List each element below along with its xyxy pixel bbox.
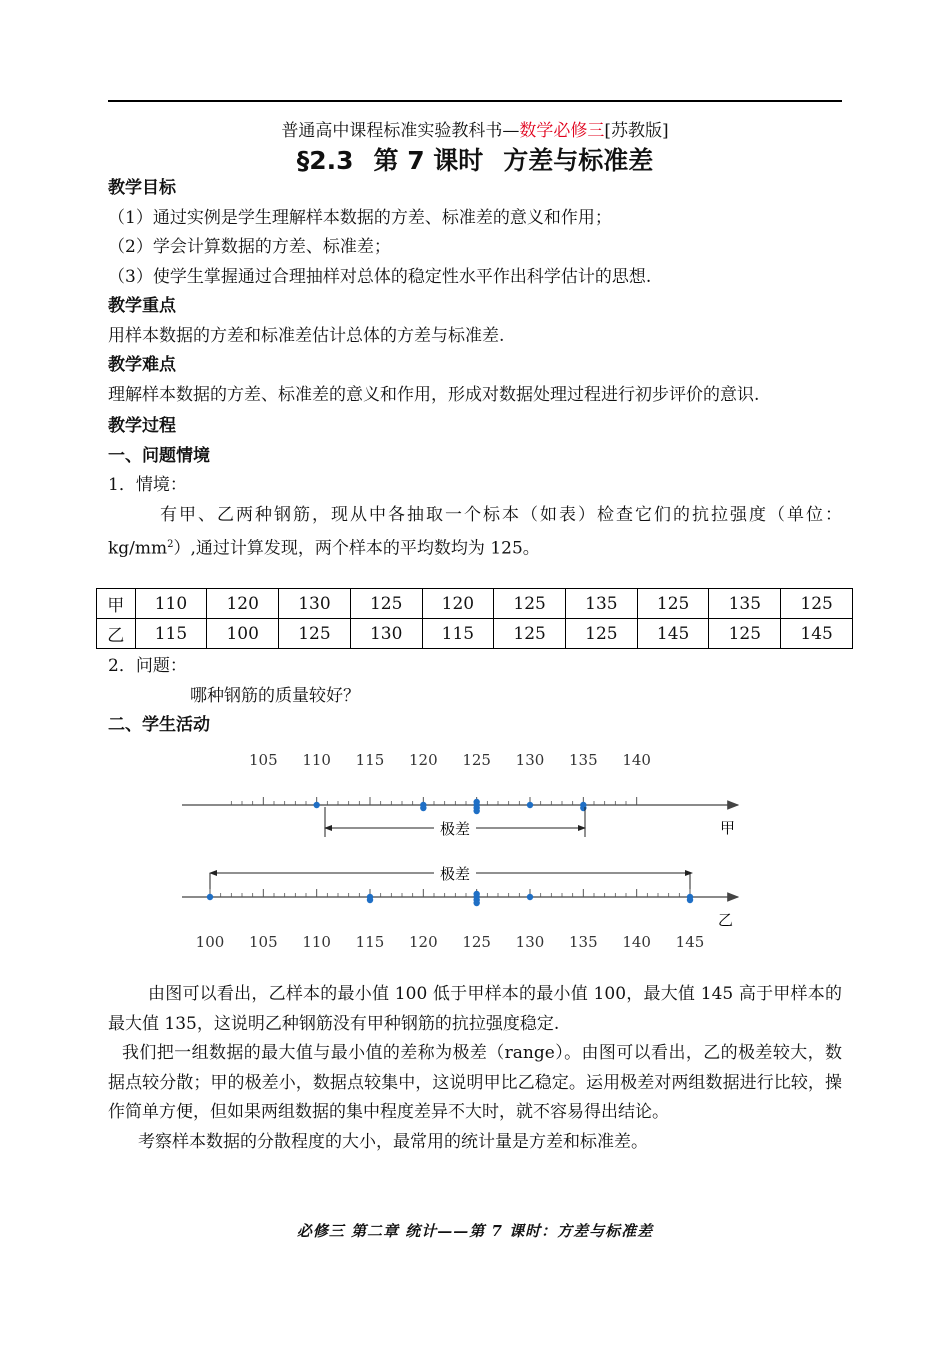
data-point xyxy=(527,802,533,808)
analysis-paragraph-2: 我们把一组数据的最大值与最小值的差称为极差（range）。由图可以看出，乙的极差较大，数据点较分散；甲的极差小，数据点较集中，这说明甲比乙稳定。运用极差对两组数据进行比较，操作简单方便，但如果两组数据的集中程度差异不大时，就不容易得出结论。 xyxy=(108,1043,842,1122)
axis-labels-jia xyxy=(249,751,651,769)
table-cell: 135 xyxy=(566,589,638,619)
data-point xyxy=(473,900,479,906)
key-points-text: 用样本数据的方差和标准差估计总体的方差与标准差. xyxy=(108,325,505,346)
table-cell: 125 xyxy=(709,619,781,649)
axis-label: 135 xyxy=(569,751,598,769)
data-point xyxy=(207,894,213,900)
data-point xyxy=(580,805,586,811)
axis-label: 105 xyxy=(249,933,278,951)
table-cell: 145 xyxy=(781,619,853,649)
axis-label: 140 xyxy=(622,933,651,951)
situation-label: 1．情境： xyxy=(108,475,187,495)
table-cell: 145 xyxy=(637,619,709,649)
title-topic: 方差与标准差 xyxy=(503,146,654,175)
table-cell: 125 xyxy=(494,619,566,649)
axis-ticks-yi xyxy=(210,889,690,897)
table-row-yi xyxy=(97,619,853,649)
axis-label: 110 xyxy=(302,933,331,951)
line-name-jia: 甲 xyxy=(720,819,736,837)
axis-labels-yi xyxy=(196,933,705,951)
header-highlight: 数学必修三 xyxy=(519,121,605,141)
axis-label: 145 xyxy=(675,933,705,951)
axis-ticks-jia xyxy=(231,797,636,805)
data-point xyxy=(527,894,533,900)
page-title xyxy=(0,141,950,177)
process-heading: 教学过程 xyxy=(108,416,176,436)
axis-label: 105 xyxy=(249,751,278,769)
objectives-heading: 教学目标 xyxy=(108,178,176,198)
table-row-jia xyxy=(97,589,853,619)
title-lesson: 第 7 课时 xyxy=(373,146,484,175)
data-point xyxy=(687,897,693,903)
table-cell: 甲 xyxy=(97,589,136,619)
situation-text-b: ）,通过计算发现，两个样本的平均数均为 125。 xyxy=(173,538,540,559)
document-header xyxy=(0,116,950,141)
axis-label: 130 xyxy=(515,751,545,769)
title-section: §2.3 xyxy=(296,146,354,175)
table-cell: 120 xyxy=(422,589,494,619)
axis-label: 125 xyxy=(462,751,491,769)
data-point xyxy=(473,891,479,897)
table-cell: 乙 xyxy=(97,619,136,649)
data-point xyxy=(367,897,373,903)
data-point xyxy=(473,808,479,814)
data-point xyxy=(420,805,426,811)
axis-label: 125 xyxy=(462,933,491,951)
table-cell: 115 xyxy=(422,619,494,649)
range-label-yi: 极差 xyxy=(439,865,471,883)
table-cell: 125 xyxy=(279,619,351,649)
header-prefix: 普通高中课程标准实验教科书— xyxy=(281,121,520,141)
table-cell: 110 xyxy=(135,589,207,619)
table-cell: 115 xyxy=(135,619,207,649)
difficulties-text: 理解样本数据的方差、标准差的意义和作用，形成对数据处理过程进行初步评价的意识. xyxy=(108,384,760,405)
axis-label: 120 xyxy=(409,933,438,951)
axis-label: 115 xyxy=(355,751,385,769)
table-cell: 130 xyxy=(279,589,351,619)
objective-item: （1）通过实例是学生理解样本数据的方差、标准差的意义和作用； xyxy=(108,207,612,228)
analysis-paragraph-3: 考察样本数据的分散程度的大小，最常用的统计量是方差和标准差。 xyxy=(138,1131,648,1152)
table-cell: 125 xyxy=(781,589,853,619)
data-points-yi xyxy=(207,891,693,906)
question-section xyxy=(108,652,842,741)
number-line-figure xyxy=(180,745,750,960)
table-cell: 120 xyxy=(207,589,279,619)
axis-label: 130 xyxy=(515,933,545,951)
data-point xyxy=(473,799,479,805)
table-cell: 125 xyxy=(566,619,638,649)
objective-item: （2）学会计算数据的方差、标准差； xyxy=(108,237,391,257)
axis-label: 115 xyxy=(355,933,385,951)
unit-superscript: 2 xyxy=(167,539,174,550)
axis-label: 110 xyxy=(302,751,331,769)
line-name-yi: 乙 xyxy=(718,911,734,929)
key-points-heading: 教学重点 xyxy=(108,296,176,316)
header-suffix: [苏教版] xyxy=(604,121,669,141)
axis-label: 120 xyxy=(409,751,438,769)
objectives-section xyxy=(108,174,842,564)
data-table xyxy=(96,588,853,649)
question-text: 哪种钢筋的质量较好？ xyxy=(190,685,360,706)
table-cell: 125 xyxy=(637,589,709,619)
table-cell: 130 xyxy=(350,619,422,649)
table-cell: 100 xyxy=(207,619,279,649)
difficulties-heading: 教学难点 xyxy=(108,355,176,375)
axis-label: 135 xyxy=(569,933,598,951)
objective-item: （3）使学生掌握通过合理抽样对总体的稳定性水平作出科学估计的思想. xyxy=(108,266,652,287)
part1-heading: 一、问题情境 xyxy=(108,445,210,466)
axis-label: 140 xyxy=(622,751,651,769)
page-footer: 必修三 第二章 统计——第 7 课时：方差与标准差 xyxy=(296,1222,654,1240)
axis-label: 100 xyxy=(195,933,225,951)
analysis-paragraph-1: 由图可以看出，乙样本的最小值 100 低于甲样本的最小值 100，最大值 145 高于甲样本的最大值 135，这说明乙种钢筋没有甲种钢筋的抗拉强度稳定. xyxy=(108,984,842,1034)
part2-heading: 二、学生活动 xyxy=(108,715,210,735)
table-cell: 135 xyxy=(709,589,781,619)
situation-text-a: 有甲、乙两种钢筋，现从中各抽取一个标本（如表）检查它们的抗拉强度（单位：kg/mm xyxy=(108,504,842,559)
situation-text xyxy=(108,501,842,565)
data-points-jia xyxy=(313,799,586,814)
question-label: 2．问题： xyxy=(108,656,187,676)
table-cell: 125 xyxy=(494,589,566,619)
top-rule xyxy=(108,100,842,102)
range-label-jia: 极差 xyxy=(439,820,471,838)
table-cell: 125 xyxy=(350,589,422,619)
analysis-section xyxy=(108,980,842,1157)
data-point xyxy=(313,802,319,808)
